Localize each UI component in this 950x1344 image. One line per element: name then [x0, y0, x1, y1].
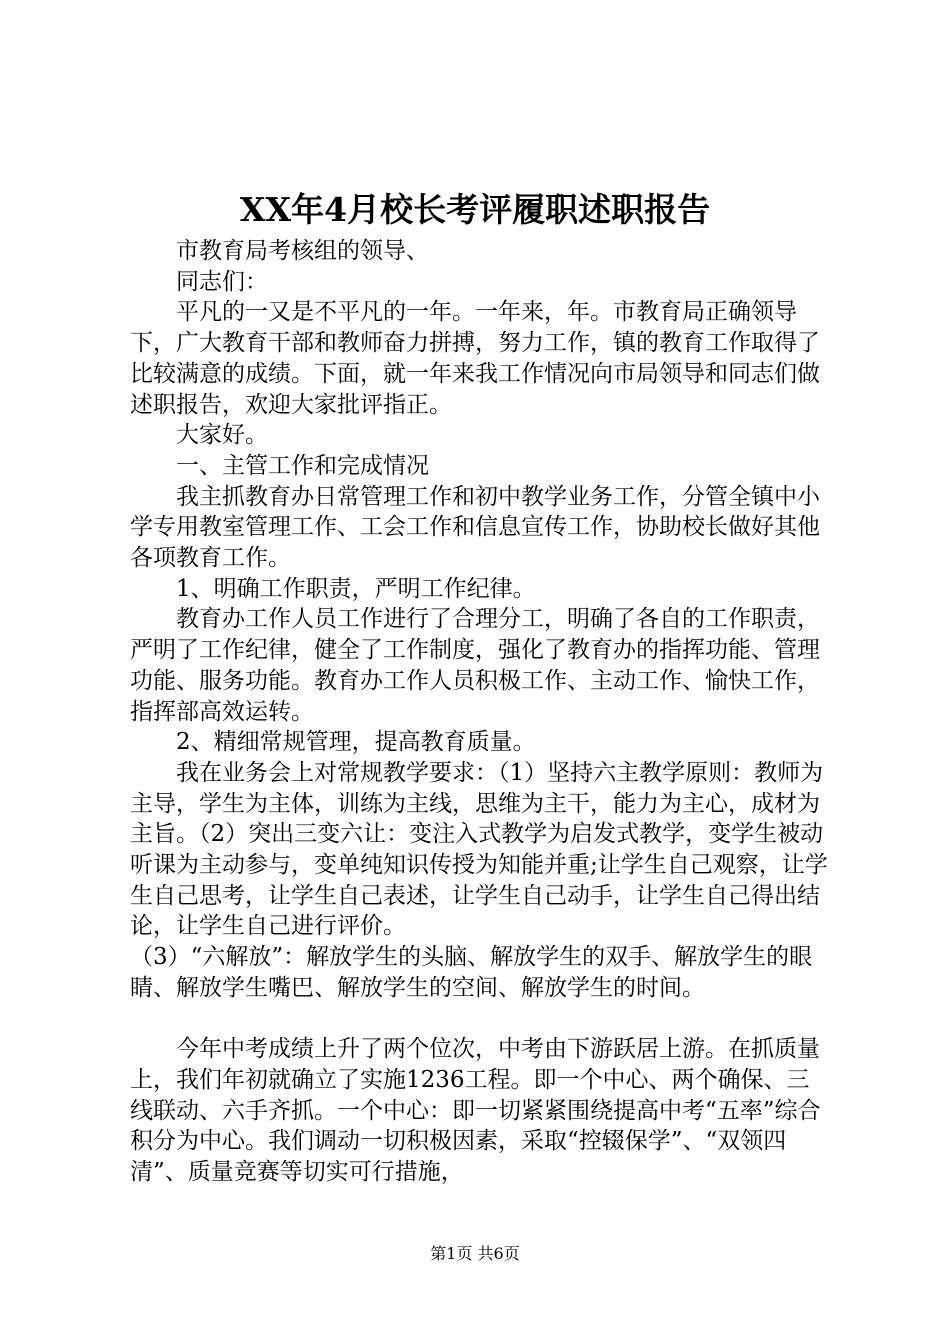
body-paragraph: 平凡的一又是不平凡的一年。一年来，年。市教育局正确领导下，广大教育干部和教师奋力拼搏，努力工作，镇的教育工作取得了比较满意的成绩。下面，就一年来我工作情况向市局领导和同志们做述职报告，欢迎大家批评指正。: [130, 299, 820, 418]
greeting-paragraph: 大家好。: [176, 422, 268, 449]
salutation-line-2: 同志们：: [176, 268, 268, 295]
blank-line: [130, 1004, 830, 1035]
body-paragraph: 教育办工作人员工作进行了合理分工，明确了各自的工作职责，严明了工作纪律，健全了工作制度，强化了教育办的指挥功能、管理功能、服务功能。教育办工作人员积极工作、主动工作、愉快工作，指挥部高效运转。: [130, 606, 820, 725]
body-paragraph: 我主抓教育办日常管理工作和初中教学业务工作，分管全镇中小学专用教室管理工作、工会工作和信息宣传工作，协助校长做好其他各项教育工作。: [130, 483, 820, 572]
body-paragraph: 今年中考成绩上升了两个位次，中考由下游跃居上游。在抓质量上，我们年初就确立了实施1236工程。即一个中心、两个确保、三线联动、六手齐抓。一个中心：即一切紧紧围绕提高中考“五率”综合积分为中心。我们调动一切积极因素，采取“控辍保学”、“双领四清”、质量竞赛等切实可行措施，: [130, 1036, 821, 1186]
salutation-line-1: 市教育局考核组的领导、: [176, 238, 429, 264]
body-paragraph: 我在业务会上对常规教学要求：（1）坚持六主教学原则：教师为主导，学生为主体，训练为主线，思维为主干，能力为主心，成材为主旨。（2）突出三变六让：变注入式教学为启发式教学，变学生被动听课为主动参与，变单纯知识传授为知能并重;让学生自己观察，让学生自己思考，让学生自己表述，让学生自己动手，让学生自己得出结论，让学生自己进行评价。: [130, 759, 828, 940]
subsection-heading: 1、明确工作职责，严明工作纪律。: [176, 575, 536, 602]
document-title: XX年4月校长考评履职述职报告: [239, 190, 711, 229]
section-heading: 一、主管工作和完成情况: [176, 452, 429, 479]
page-number-footer: 第1页 共6页: [430, 1244, 520, 1263]
document-body: [130, 236, 830, 1188]
body-paragraph: （3）“六解放”：解放学生的头脑、解放学生的双手、解放学生的眼睛、解放学生嘴巴、解放学生的空间、解放学生的时间。: [130, 944, 813, 1001]
subsection-heading: 2、精细常规管理，提高教育质量。: [176, 729, 536, 756]
